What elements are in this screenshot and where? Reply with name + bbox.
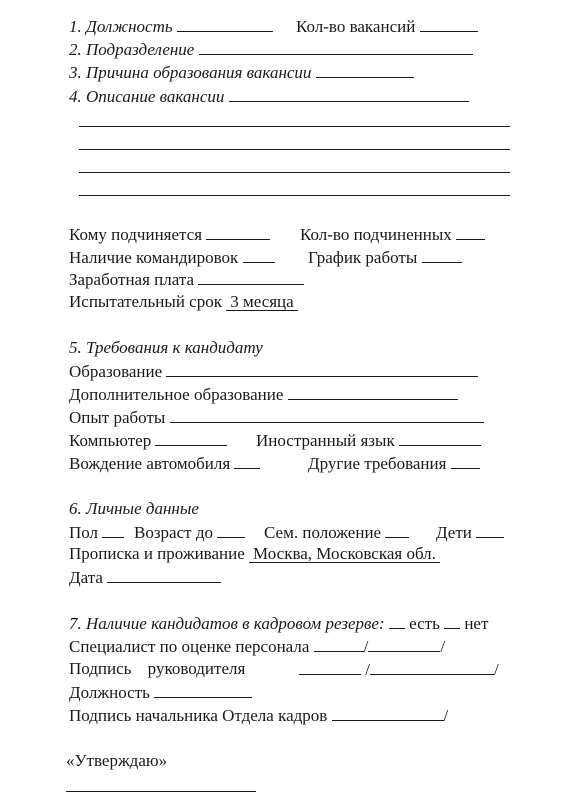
date-label: Дата: [69, 568, 103, 587]
residence-label: Прописка и проживание: [69, 544, 245, 563]
item-number: 1.: [69, 17, 82, 36]
salary-blank[interactable]: [198, 269, 304, 285]
signer-position-label: Должность: [69, 683, 150, 702]
date-blank[interactable]: [107, 567, 221, 583]
business-trips-label: Наличие командировок: [69, 248, 239, 267]
other-requirements-blank[interactable]: [451, 453, 480, 469]
children-row: [436, 522, 504, 543]
date-row: [69, 567, 221, 588]
marital-status-label: Сем. положение: [264, 523, 382, 542]
manager-signature-fields: [299, 659, 499, 680]
additional-education-row: [69, 384, 458, 405]
driving-label: Вождение автомобиля: [69, 454, 231, 473]
salary-row: [69, 269, 304, 290]
salary-label: Заработная плата: [69, 270, 195, 289]
requirements-heading: 5. Требования к кандидату: [69, 338, 263, 357]
reserve-no-label: нет: [464, 614, 489, 633]
marital-status-row: [264, 522, 409, 543]
personal-heading: 6. Личные данные: [69, 499, 199, 518]
position-label: Должность: [86, 17, 173, 36]
business-trips-blank[interactable]: [243, 247, 275, 263]
specialist-label: Специалист по оценке персонала: [69, 637, 310, 656]
reserve-yes-label: есть: [409, 614, 440, 633]
description-line-1[interactable]: [79, 126, 510, 127]
vacancies-count-blank[interactable]: [420, 16, 478, 32]
probation-label: Испытательный срок: [69, 292, 222, 311]
manager-signature-row: [69, 659, 245, 679]
work-schedule-blank[interactable]: [422, 247, 462, 263]
vacancy-description-label: Описание вакансии: [86, 87, 225, 106]
field-position-row: [69, 16, 273, 37]
manager-name-blank[interactable]: [370, 659, 494, 675]
reports-to-label: Кому подчиняется: [69, 225, 203, 244]
description-line-2[interactable]: [79, 149, 510, 150]
sex-label: Пол: [69, 523, 99, 542]
education-row: [69, 361, 478, 382]
children-blank[interactable]: [476, 522, 504, 538]
vacancy-description-blank[interactable]: [229, 86, 469, 102]
department-row: [69, 39, 473, 60]
subordinates-row: [300, 224, 485, 245]
slash: /: [493, 660, 499, 679]
additional-education-label: Дополнительное образование: [69, 385, 284, 404]
reserve-heading: 7. Наличие кандидатов в кадровом резерве:: [69, 614, 385, 633]
experience-label: Опыт работы: [69, 408, 166, 427]
children-label: Дети: [436, 523, 472, 542]
slash: /: [443, 706, 449, 725]
vacancy-reason-row: [69, 62, 414, 83]
vacancies-count-row: [296, 16, 478, 37]
experience-blank[interactable]: [170, 407, 484, 423]
reports-to-blank[interactable]: [206, 224, 270, 240]
probation-value[interactable]: 3 месяца: [226, 293, 297, 311]
computer-blank[interactable]: [155, 430, 227, 446]
description-line-4[interactable]: [79, 195, 510, 196]
item-number: 2.: [69, 40, 82, 59]
computer-row: [69, 430, 227, 451]
slash: /: [365, 660, 370, 679]
specialist-name-blank[interactable]: [314, 636, 364, 652]
driving-blank[interactable]: [234, 453, 260, 469]
probation-row: [69, 292, 298, 312]
hr-head-signature-row: [69, 705, 448, 726]
education-label: Образование: [69, 362, 163, 381]
sex-blank[interactable]: [102, 522, 124, 538]
subordinates-label: Кол-во подчиненных: [300, 225, 452, 244]
age-blank[interactable]: [217, 522, 245, 538]
reserve-yes-blank[interactable]: [389, 613, 405, 629]
item-number: 4.: [69, 87, 82, 106]
signer-position-blank[interactable]: [154, 682, 252, 698]
business-trips-row: [69, 247, 275, 268]
vacancies-count-label: Кол-во вакансий: [296, 17, 416, 36]
residence-row: [69, 544, 440, 564]
work-schedule-row: [308, 247, 462, 268]
residence-value[interactable]: Москва, Московская обл.: [249, 545, 440, 563]
sex-row: [69, 522, 124, 543]
specialist-row: [69, 636, 445, 657]
manager-signature-blank[interactable]: [299, 659, 361, 675]
signer-position-row: [69, 682, 252, 703]
hr-head-signature-label: Подпись начальника Отдела кадров: [69, 706, 328, 725]
other-requirements-row: [308, 453, 480, 474]
reserve-row: [69, 613, 488, 634]
foreign-language-row: [256, 430, 481, 451]
manager-signature-label: Подпись руководителя: [69, 659, 246, 678]
work-schedule-label: График работы: [308, 248, 418, 267]
experience-row: [69, 407, 484, 428]
foreign-language-blank[interactable]: [399, 430, 481, 446]
department-blank[interactable]: [199, 39, 473, 55]
driving-row: [69, 453, 260, 474]
marital-status-blank[interactable]: [385, 522, 409, 538]
computer-label: Компьютер: [69, 431, 152, 450]
specialist-signature-blank[interactable]: [368, 636, 440, 652]
age-label: Возраст до: [134, 523, 213, 542]
position-blank[interactable]: [177, 16, 273, 32]
reserve-no-blank[interactable]: [444, 613, 460, 629]
hr-head-signature-blank[interactable]: [332, 705, 444, 721]
other-requirements-label: Другие требования: [308, 454, 447, 473]
additional-education-blank[interactable]: [288, 384, 458, 400]
approval-signature-line[interactable]: [66, 791, 256, 792]
reports-to-row: [69, 224, 270, 245]
approval-label: «Утверждаю»: [66, 751, 168, 770]
vacancy-reason-blank[interactable]: [316, 62, 414, 78]
foreign-language-label: Иностранный язык: [256, 431, 395, 450]
vacancy-description-row: [69, 86, 469, 107]
subordinates-blank[interactable]: [456, 224, 485, 240]
department-label: Подразделение: [86, 40, 195, 59]
vacancy-reason-label: Причина образования вакансии: [86, 63, 312, 82]
slash: /: [440, 637, 446, 656]
age-row: [134, 522, 245, 543]
description-line-3[interactable]: [79, 172, 510, 173]
slash: /: [363, 637, 369, 656]
education-blank[interactable]: [166, 361, 478, 377]
item-number: 3.: [69, 63, 82, 82]
